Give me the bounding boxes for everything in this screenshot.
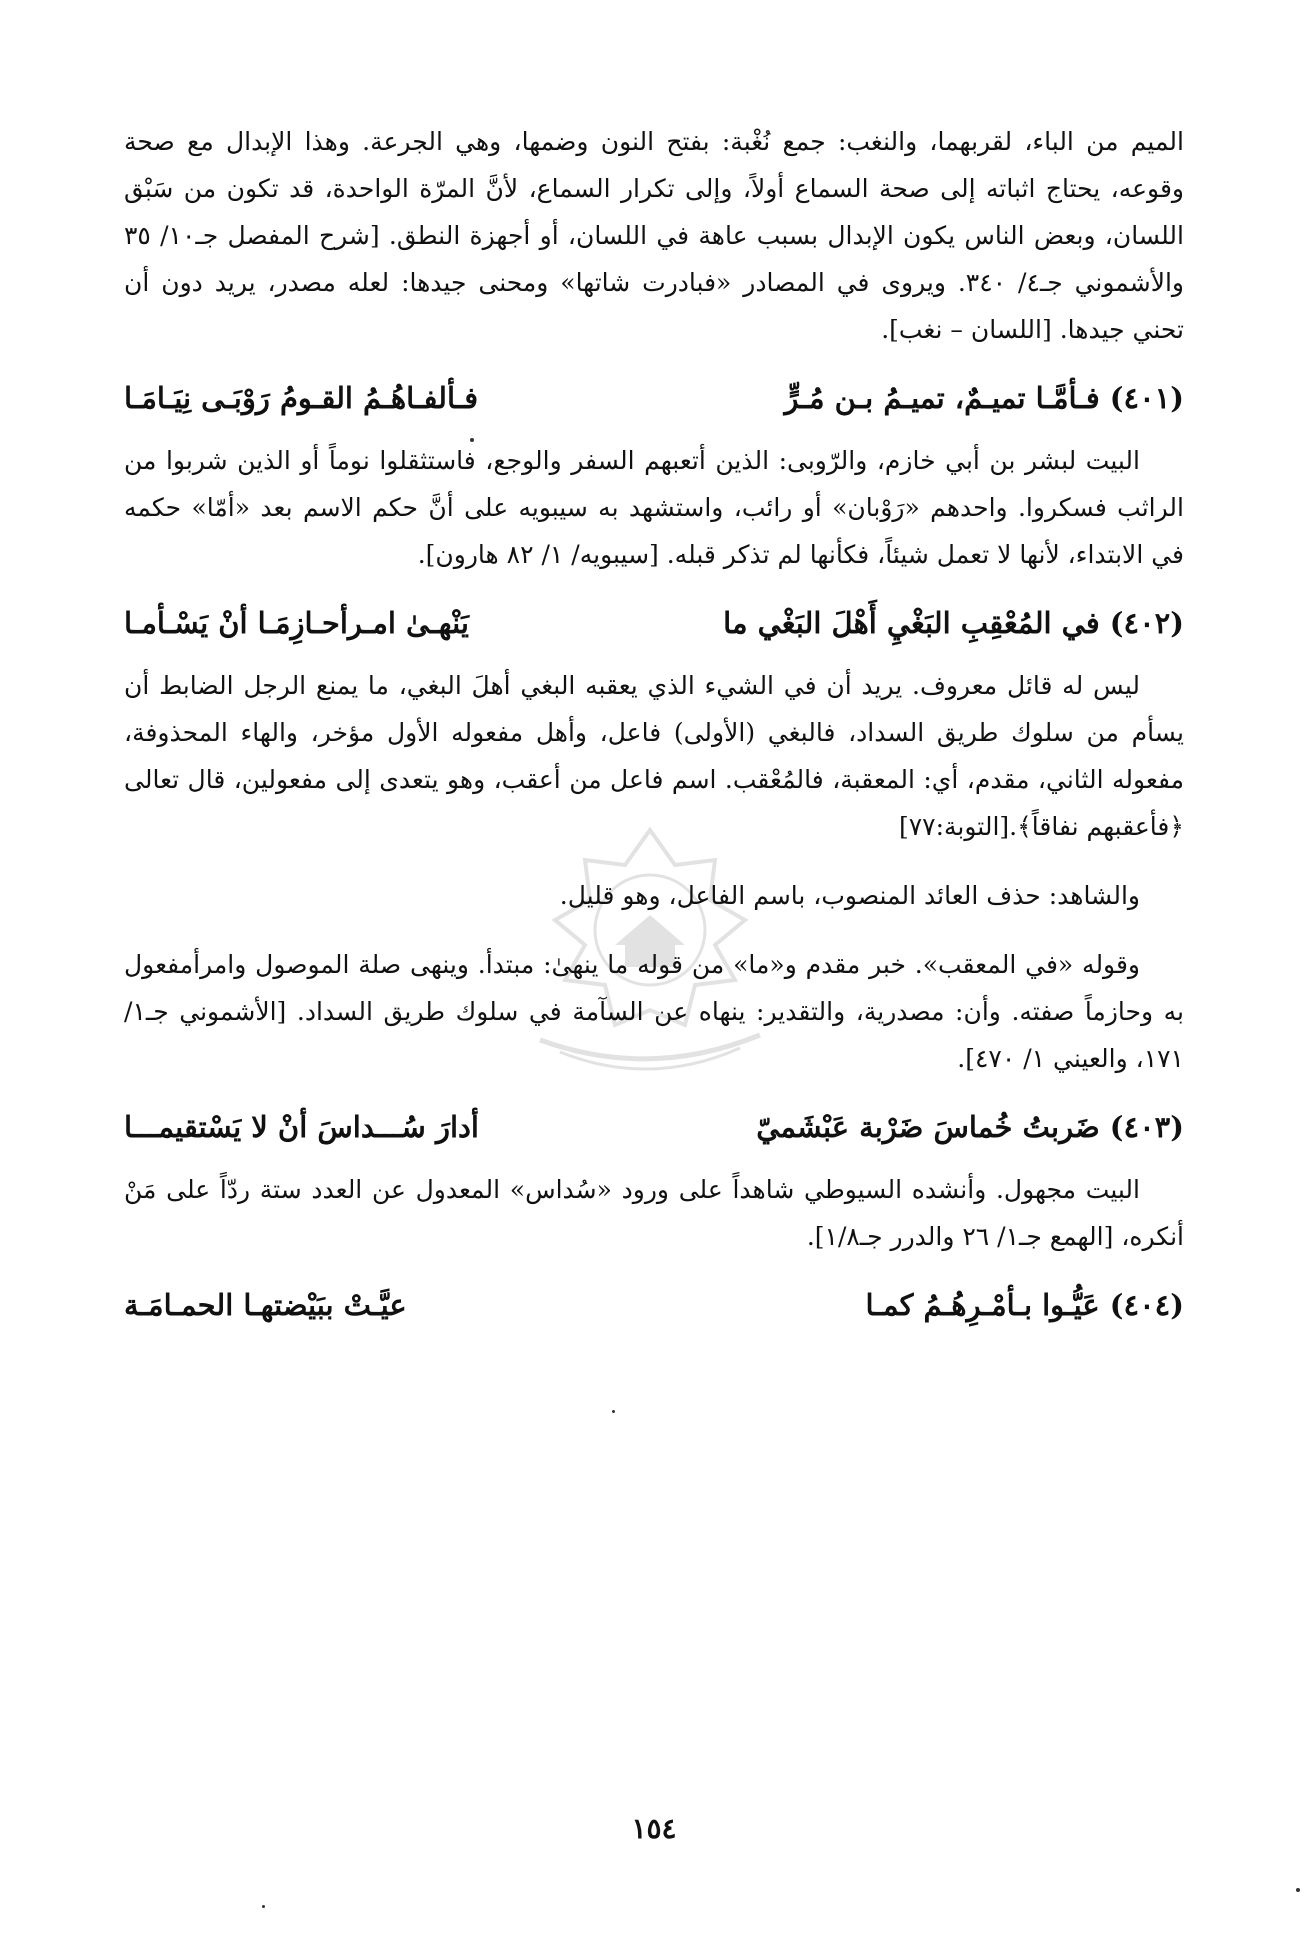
verse-401-first-hemistich: (٤٠١) فـأمَّـا تميـمٌ، تميـمُ بـن مُـرٍّ bbox=[784, 381, 1184, 415]
paragraph-grammar-402: وقوله «في المعقب». خبر مقدم و«ما» من قوله ما ينهىٰ: مبتدأ. وينهى صلة الموصول وامرأمفعول به وحازماً صفته. وأن: مصدرية، والتقدير: ينهاه عن السآمة في سلوك طريق السداد. [الأشموني جـ١/ ١٧١، والعيني ١/ ٤٧٠]. bbox=[124, 950, 1184, 1073]
verse-402 bbox=[124, 598, 1184, 648]
verse-402-first-hemistich: (٤٠٢) في المُعْقِبِ البَغْيِ أَهْلَ البَغْي ما bbox=[723, 606, 1184, 640]
verse-403-first-hemistich: (٤٠٣) ضَربتُ خُماسَ ضَرْبة عَبْشَميّ bbox=[756, 1110, 1184, 1144]
paragraph-commentary-403: البيت مجهول. وأنشده السيوطي شاهداً على ورود «سُداس» المعدول عن العدد ستة ردّاً على مَنْ أنكره، [الهمع جـ١/ ٢٦ والدرر جـ١/٨]. bbox=[124, 1175, 1184, 1251]
verse-403-second-hemistich: أدارَ سُـــداسَ أنْ لا يَسْتقيمـــا bbox=[124, 1110, 479, 1144]
page-number: ١٥٤ bbox=[631, 1812, 677, 1845]
paragraph-commentary-402: ليس له قائل معروف. يريد أن في الشيء الذي يعقبه البغي أهلَ البغي، ما يمنع الرجل الضابط أن يسأم من سلوك طريق السداد، فالبغي (الأولى) فاعل، وأهل مفعوله الأول مؤخر، والهاء المحذوفة، مفعوله الثاني، مقدم، أي: المعقبة، فالمُعْقب. اسم فاعل من أعقب، وهو يتعدى إلى مفعولين، قال تعالى ﴿فأعقبهم نفاقاً﴾.[التوبة:٧٧] bbox=[124, 671, 1184, 841]
paragraph-witness-402: والشاهد: حذف العائد المنصوب، باسم الفاعل، وهو قليل. bbox=[559, 881, 1140, 910]
verse-404-first-hemistich: (٤٠٤) عَيُّـوا بـأمْـرِهُـمُ كمـا bbox=[865, 1288, 1184, 1322]
verse-404 bbox=[124, 1280, 1184, 1330]
verse-402-second-hemistich: يَنْهـىٰ امـرأحـازِمَـا أنْ يَسْـأمـا bbox=[124, 606, 469, 640]
scan-speck bbox=[1296, 1888, 1300, 1892]
paragraph-continuation: الميم من الباء، لقربهما، والنغب: جمع نُغْبة: بفتح النون وضمها، وهي الجرعة. وهذا الإبدال مع صحة وقوعه، يحتاج اثباته إلى صحة السماع أولاً، وإلى تكرار السماع، لأنَّ المرّة الواحدة، قد تكون من سَبْق اللسان، وبعض الناس يكون الإبدال بسبب عاهة في اللسان، أو أجهزة النطق. [شرح المفصل جـ١٠/ ٣٥ والأشموني جـ٤/ ٣٤٠. ويروى في المصادر «فبادرت شاتها» ومحنى جيدها: لعله مصدر، يريد دون أن تحني جيدها. [اللسان – نغب]. bbox=[124, 127, 1184, 344]
scan-speck bbox=[612, 1410, 615, 1413]
scan-speck bbox=[262, 1905, 265, 1908]
verse-401-second-hemistich: فـألفـاهُـمُ القـومُ رَوْبَـى نِيَـامَـا bbox=[124, 381, 479, 415]
verse-404-second-hemistich: عيَّـتْ ببَيْضتهـا الحمـامَـة bbox=[124, 1288, 407, 1322]
scan-speck bbox=[470, 438, 474, 442]
page-content bbox=[124, 118, 1184, 1336]
paragraph-commentary-401: البيت لبشر بن أبي خازم، والرّوبى: الذين أتعبهم السفر والوجع، فاستثقلوا نوماً أو الذين شربوا من الراثب فسكروا. واحدهم «رَوْبان» أو رائب، واستشهد به سيبويه على أنَّ حكم الاسم بعد «أمّا» حكمه في الابتداء، لأنها لا تعمل شيئاً، فكأنها لم تذكر قبله. [سيبويه/ ١/ ٨٢ هارون]. bbox=[124, 446, 1184, 569]
verse-401 bbox=[124, 373, 1184, 423]
verse-403 bbox=[124, 1102, 1184, 1152]
